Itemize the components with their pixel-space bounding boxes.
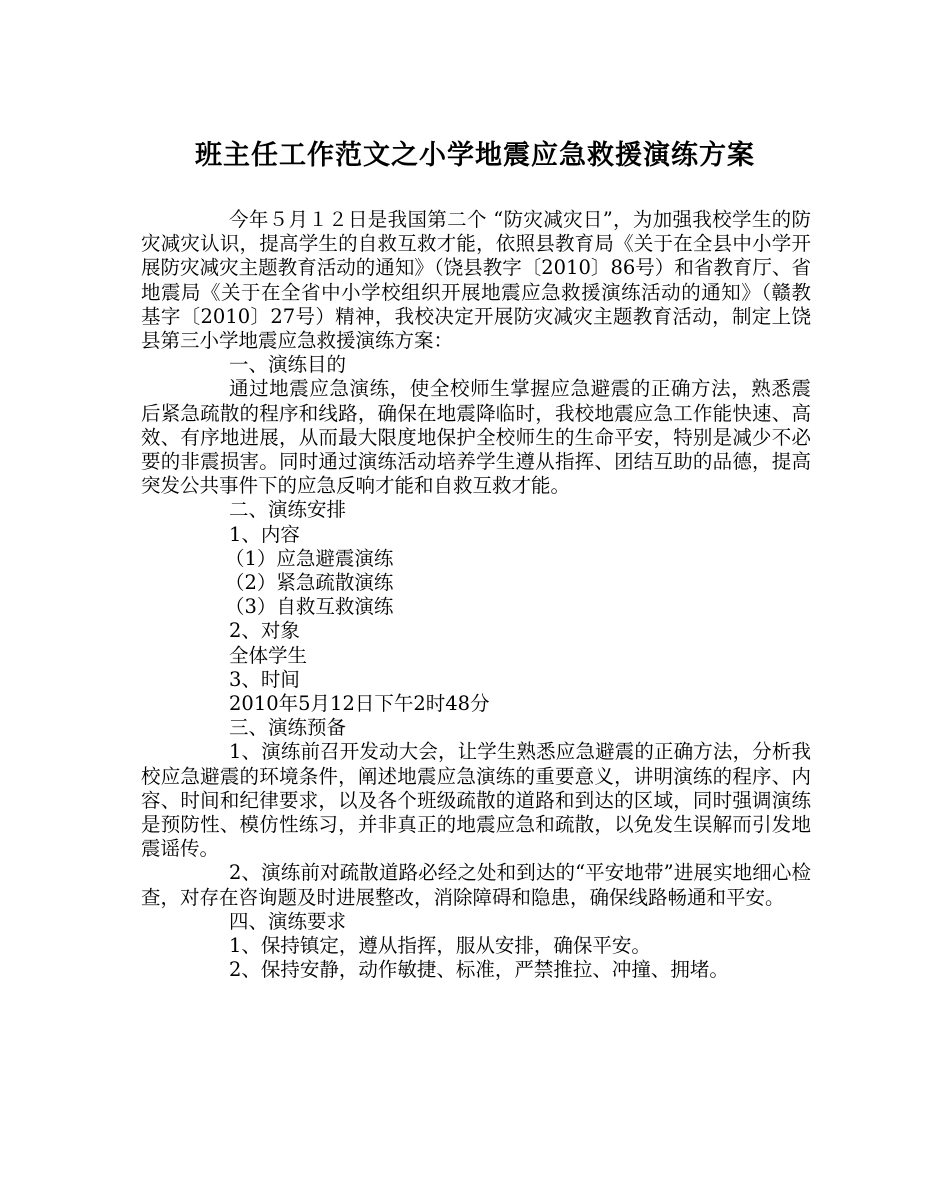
list-item: （2）紧急疏散演练 <box>225 571 394 595</box>
content-label: 1、内容 <box>229 522 300 546</box>
section-heading-purpose: 一、演练目的 <box>229 353 347 377</box>
list-item: （1）应急避震演练 <box>225 546 394 570</box>
list-item: （3）自救互救演练 <box>225 595 394 619</box>
document-body <box>141 208 811 983</box>
preparation-paragraph-1: 1、演练前召开发动大会，让学生熟悉应急避震的正确方法，分析我校应急避震的环境条件，阐述地震应急演练的重要意义，讲明演练的程序、内容、时间和纪律要求，以及各个班级疏散的道路和到达的区域，同时强调演练是预防性、模仿性练习，并非真正的地震应急和疏散，以免发生误解而引发地震谣传。 <box>141 740 811 861</box>
purpose-paragraph: 通过地震应急演练，使全校师生掌握应急避震的正确方法，熟悉震后紧急疏散的程序和线路，确保在地震降临时，我校地震应急工作能快速、高效、有序地进展，从而最大限度地保护全校师生的生命平安，特别是减少不必要的非震损害。同时通过演练活动培养学生遵从指挥、团结互助的品德，提高突发公共事件下的应急反响才能和自救互救才能。 <box>141 377 811 498</box>
section-heading-arrangement: 二、演练安排 <box>229 498 347 522</box>
target-label: 2、对象 <box>229 619 300 643</box>
time-label: 3、时间 <box>229 667 300 691</box>
intro-paragraph: 今年５月１２日是我国第二个 “防灾减灾日”，为加强我校学生的防灾减灾认识，提高学生的自救互救才能，依照县教育局《关于在全县中小学开展防灾减灾主题教育活动的通知》（饶县教字〔2010〕86号）和省教育厅、省地震局《关于在全省中小学校组织开展地震应急救援演练活动的通知》（赣教基字〔2010〕27号）精神，我校决定开展防灾减灾主题教育活动，制定上饶县第三小学地震应急救援演练方案： <box>141 208 811 353</box>
section-heading-preparation: 三、演练预备 <box>229 716 347 740</box>
requirement-1: 1、保持镇定，遵从指挥，服从安排，确保平安。 <box>229 934 651 958</box>
section-heading-requirements: 四、演练要求 <box>229 909 347 933</box>
time-value: 2010年5月12日下午2时48分 <box>229 692 490 716</box>
requirement-2: 2、保持安静，动作敏捷、标准，严禁推拉、冲撞、拥堵。 <box>229 958 729 982</box>
document-title: 班主任工作范文之小学地震应急救援演练方案 <box>195 140 755 171</box>
preparation-paragraph-2: 2、演练前对疏散道路必经之处和到达的“平安地带”进展实地细心检查，对存在咨询题及时进展整改，消除障碍和隐患，确保线路畅通和平安。 <box>141 861 811 909</box>
target-value: 全体学生 <box>229 643 308 667</box>
